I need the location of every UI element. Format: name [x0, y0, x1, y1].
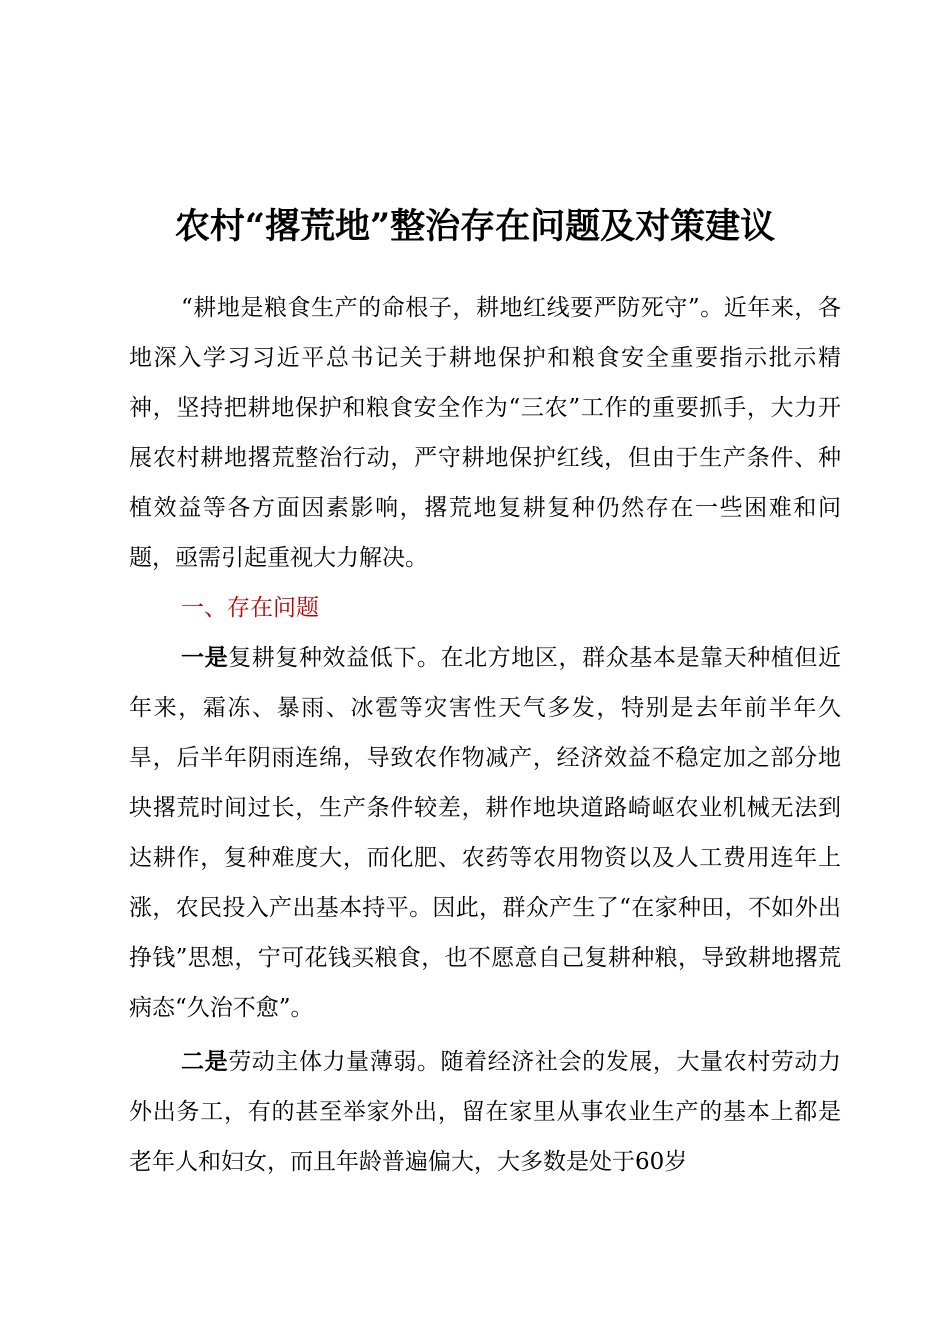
- problem-point-2: [129, 1037, 841, 1187]
- problem-point-1: [129, 633, 841, 1033]
- document-body: [129, 283, 841, 1187]
- intro-paragraph: “耕地是粮食生产的命根子，耕地红线要严防死守”。近年来，各地深入学习习近平总书记关于耕地保护和粮食安全重要指示批示精神，坚持把耕地保护和粮食安全作为“三农”工作的重要抓手，大力开展农村耕地撂荒整治行动，严守耕地保护红线，但由于生产条件、种植效益等各方面因素影响，撂荒地复耕复种仍然存在一些困难和问题，亟需引起重视大力解决。: [129, 295, 841, 571]
- point-1-lead: 一是: [181, 645, 229, 671]
- point-2-lead: 二是: [181, 1049, 229, 1075]
- point-1-text: 复耕复种效益低下。在北方地区，群众基本是靠天种植但近年来，霜冻、暴雨、冰雹等灾害性天气多发，特别是去年前半年久旱，后半年阴雨连绵，导致农作物减产，经济效益不稳定加之部分地块撂荒时间过长，生产条件较差，耕作地块道路崎岖农业机械无法到达耕作，复种难度大，而化肥、农药等农用物资以及人工费用连年上涨，农民投入产出基本持平。因此，群众产生了“在家种田，不如外出挣钱”思想，宁可花钱买粮食，也不愿意自己复耕种粮，导致耕地撂荒病态“久治不愈”。: [129, 645, 842, 1021]
- point-2-text: 劳动主体力量薄弱。随着经济社会的发展，大量农村劳动力外出务工，有的甚至举家外出，留在家里从事农业生产的基本上都是老年人和妇女，而且年龄普遍偏大，大多数是处于60岁: [129, 1049, 842, 1175]
- document-title: 农村“撂荒地”整治存在问题及对策建议: [174, 206, 776, 247]
- section-heading-problems: 一、存在问题: [181, 595, 319, 621]
